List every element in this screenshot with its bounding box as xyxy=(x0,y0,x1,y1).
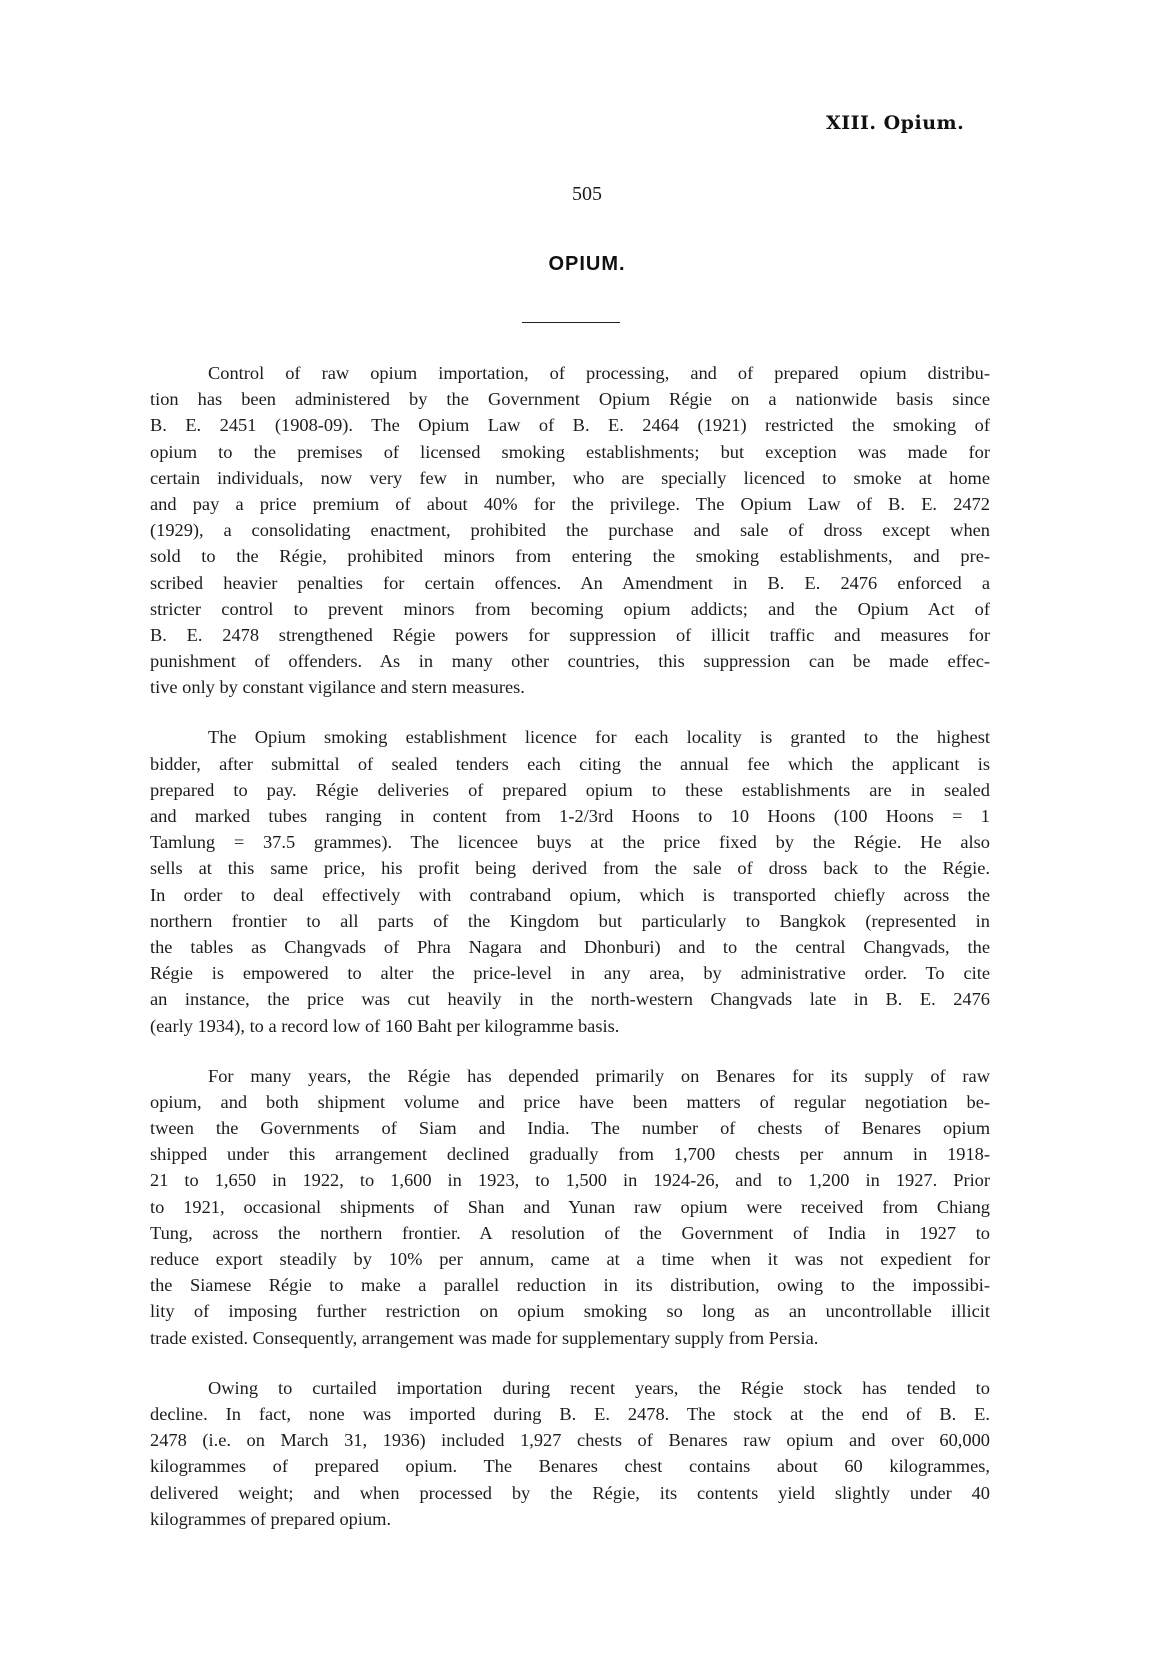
body-text xyxy=(150,360,990,1556)
text-line: scribed heavier penalties for certain offences. An Amendment in B. E. 2476 enforced a xyxy=(150,572,990,593)
text-line: tion has been administered by the Government Opium Régie on a nationwide basis since xyxy=(150,389,990,410)
running-head: XIII. Opium. xyxy=(826,112,965,134)
text-line: opium, and both shipment volume and price have been matters of regular negotiation be- xyxy=(150,1091,990,1112)
text-line: an instance, the price was cut heavily in the north-western Changvads late in B. E. 2476 xyxy=(150,989,990,1010)
text-line: bidder, after submittal of sealed tenders each citing the annual fee which the applicant is xyxy=(150,753,990,774)
paragraph xyxy=(150,724,990,1038)
text-line: lity of imposing further restriction on opium smoking so long as an uncontrollable illicit xyxy=(150,1301,990,1322)
text-line: the tables as Changvads of Phra Nagara and Dhonburi) and to the central Changvads, the xyxy=(150,936,990,957)
chapter-title: OPIUM. xyxy=(548,253,626,275)
text-line: tween the Governments of Siam and India. The number of chests of Benares opium xyxy=(150,1118,990,1139)
text-line: B. E. 2451 (1908-09). The Opium Law of B. E. 2464 (1921) restricted the smoking of xyxy=(150,415,990,436)
text-line: trade existed. Consequently, arrangement was made for supplementary supply from Persia. xyxy=(150,1327,819,1348)
text-line: the Siamese Régie to make a parallel reduction in its distribution, owing to the impossibi- xyxy=(150,1275,990,1296)
text-line: The Opium smoking establishment licence for each locality is granted to the highest xyxy=(208,727,990,748)
text-line: and pay a price premium of about 40% for the privilege. The Opium Law of B. E. 2472 xyxy=(150,493,990,514)
text-line: Control of raw opium importation, of processing, and of prepared opium distribu- xyxy=(208,363,990,383)
text-line: Owing to curtailed importation during recent years, the Régie stock has tended to xyxy=(208,1377,990,1398)
text-line: delivered weight; and when processed by the Régie, its contents yield slightly under 40 xyxy=(150,1482,990,1503)
title-divider xyxy=(522,322,620,324)
text-line: opium to the premises of licensed smoking establishments; but exception was made for xyxy=(150,441,990,462)
text-line: (1929), a consolidating enactment, prohibited the purchase and sale of dross except when xyxy=(150,520,990,541)
text-line: prepared to pay. Régie deliveries of prepared opium to these establishments are in sealed xyxy=(150,779,990,800)
text-line: Régie is empowered to alter the price-level in any area, by administrative order. To cite xyxy=(150,963,990,984)
text-line: sold to the Régie, prohibited minors from entering the smoking establishments, and pre- xyxy=(150,546,990,567)
paragraph xyxy=(150,360,990,700)
text-line: punishment of offenders. As in many other countries, this suppression can be made effec- xyxy=(150,651,990,672)
text-line: and marked tubes ranging in content from 1-2/3rd Hoons to 10 Hoons (100 Hoons = 1 xyxy=(150,806,990,826)
text-line: For many years, the Régie has depended primarily on Benares for its supply of raw xyxy=(208,1065,990,1086)
text-line: tive only by constant vigilance and stern measures. xyxy=(150,677,525,698)
text-line: to 1921, occasional shipments of Shan and Yunan raw opium were received from Chiang xyxy=(150,1196,990,1217)
page-number: 505 xyxy=(572,183,602,205)
text-line: stricter control to prevent minors from becoming opium addicts; and the Opium Act of xyxy=(150,598,990,619)
text-line: decline. In fact, none was imported during B. E. 2478. The stock at the end of B. E. xyxy=(150,1403,990,1424)
text-line: kilogrammes of prepared opium. xyxy=(150,1508,392,1529)
text-line: kilogrammes of prepared opium. The Benares chest contains about 60 kilogrammes, xyxy=(150,1456,990,1477)
text-line: B. E. 2478 strengthened Régie powers for suppression of illicit traffic and measures for xyxy=(150,624,990,645)
text-line: sells at this same price, his profit being derived from the sale of dross back to the Régie. xyxy=(150,858,990,879)
text-line: (early 1934), to a record low of 160 Baht per kilogramme basis. xyxy=(150,1015,620,1036)
text-line: Tamlung = 37.5 grammes). The licencee buys at the price fixed by the Régie. He also xyxy=(150,832,990,853)
text-line: reduce export steadily by 10% per annum, came at a time when it was not expedient for xyxy=(150,1249,990,1269)
text-line: 21 to 1,650 in 1922, to 1,600 in 1923, to 1,500 in 1924-26, and to 1,200 in 1927. Prior xyxy=(150,1170,990,1191)
text-line: 2478 (i.e. on March 31, 1936) included 1,927 chests of Benares raw opium and over 60,000 xyxy=(150,1430,990,1451)
paragraph xyxy=(150,1375,990,1532)
text-line: northern frontier to all parts of the Kingdom but particularly to Bangkok (represented in xyxy=(150,910,990,931)
text-line: certain individuals, now very few in number, who are specially licenced to smoke at home xyxy=(150,467,990,488)
text-line: In order to deal effectively with contraband opium, which is transported chiefly across the xyxy=(150,884,990,905)
text-line: Tung, across the northern frontier. A resolution of the Government of India in 1927 to xyxy=(150,1222,990,1243)
text-line: shipped under this arrangement declined gradually from 1,700 chests per annum in 1918- xyxy=(150,1144,990,1165)
paragraph xyxy=(150,1063,990,1351)
